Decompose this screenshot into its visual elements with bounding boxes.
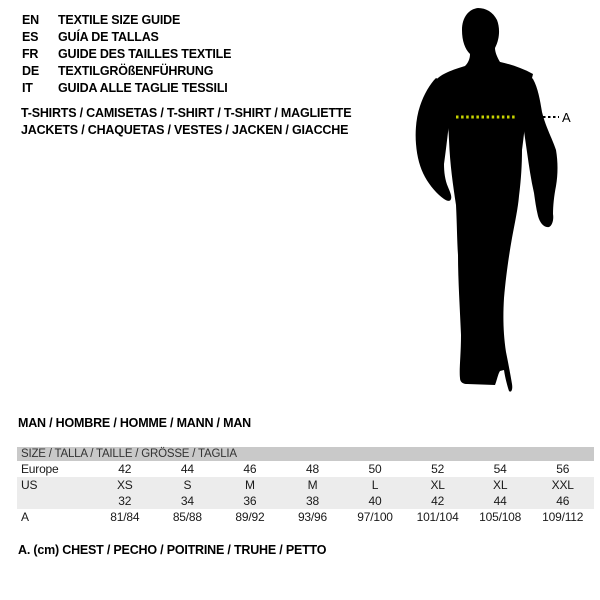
size-cell: 46 <box>556 494 570 508</box>
language-row <box>22 29 231 46</box>
size-cell: 101/104 <box>416 510 459 524</box>
size-cell: 38 <box>305 494 319 508</box>
garment-categories <box>21 106 351 140</box>
size-cell: 54 <box>493 462 507 476</box>
language-row <box>22 12 231 29</box>
size-cell: 32 <box>118 494 132 508</box>
size-cell: M <box>245 478 255 492</box>
table-row-uk <box>17 493 594 509</box>
language-label: TEXTILGRÖßENFÜHRUNG <box>58 63 214 78</box>
language-list <box>22 12 231 96</box>
size-cell: 42 <box>118 462 132 476</box>
size-cell: XXL <box>551 478 574 492</box>
size-table-header: SIZE / TALLA / TAILLE / GRÖSSE / TAGLIA <box>17 447 594 461</box>
size-cell: 52 <box>431 462 445 476</box>
size-cell: 44 <box>180 462 194 476</box>
language-row <box>22 62 231 79</box>
size-cell: 105/108 <box>479 510 522 524</box>
language-code: FR <box>22 46 39 61</box>
size-cell: 85/88 <box>172 510 202 524</box>
size-cell: 46 <box>243 462 257 476</box>
size-cell: 56 <box>556 462 570 476</box>
table-row-us <box>17 477 594 493</box>
size-cell: 42 <box>431 494 445 508</box>
language-row <box>22 79 231 96</box>
category-jackets: JACKETS / CHAQUETAS / VESTES / JACKEN / GIACCHE <box>21 123 349 137</box>
language-label: GUIDA ALLE TAGLIE TESSILI <box>58 80 228 95</box>
size-cell: S <box>183 478 192 492</box>
size-cell: 48 <box>305 462 319 476</box>
language-code: IT <box>22 80 33 95</box>
language-label: GUIDE DES TAILLES TEXTILE <box>58 46 232 61</box>
size-cell: L <box>371 478 379 492</box>
language-code: ES <box>22 30 39 45</box>
language-label: GUÍA DE TALLAS <box>58 30 159 45</box>
size-cell: 109/112 <box>542 510 584 524</box>
row-label: US <box>21 478 38 492</box>
size-cell: 34 <box>180 494 194 508</box>
language-row <box>22 46 231 63</box>
size-table <box>17 447 594 525</box>
man-left-arm-shape <box>416 78 452 201</box>
measure-label-a: A <box>562 110 571 125</box>
size-cell: 93/96 <box>297 510 327 524</box>
language-code: EN <box>22 13 39 28</box>
size-cell: 89/92 <box>235 510 265 524</box>
language-label: TEXTILE SIZE GUIDE <box>58 13 181 28</box>
section-title-man: MAN / HOMBRE / HOMME / MANN / MAN <box>18 416 251 430</box>
table-row-europe <box>17 461 594 477</box>
size-cell: 36 <box>243 494 257 508</box>
table-row-chest <box>17 509 594 525</box>
size-cell: 44 <box>493 494 507 508</box>
size-cell: XS <box>116 478 133 492</box>
category-tshirts: T-SHIRTS / CAMISETAS / T-SHIRT / T-SHIRT / MAGLIETTE <box>21 106 352 120</box>
size-cell: XL <box>493 478 508 492</box>
size-cell: XL <box>430 478 445 492</box>
man-silhouette-figure <box>400 0 600 400</box>
size-cell: 81/84 <box>110 510 140 524</box>
measurement-footnote: A. (cm) CHEST / PECHO / POITRINE / TRUHE / PETTO <box>18 543 327 557</box>
size-cell: 50 <box>368 462 382 476</box>
size-cell: 97/100 <box>357 510 393 524</box>
row-label: A <box>21 510 29 524</box>
row-label: Europe <box>21 462 59 476</box>
language-code: DE <box>22 63 39 78</box>
size-cell: 40 <box>368 494 382 508</box>
size-cell: M <box>307 478 318 492</box>
